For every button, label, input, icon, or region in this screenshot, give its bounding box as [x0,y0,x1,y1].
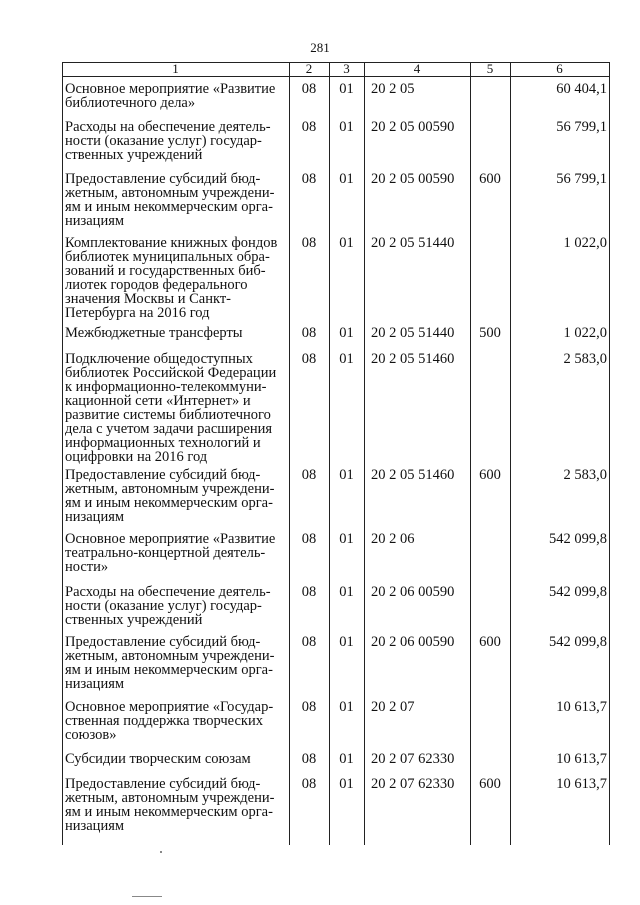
row-name: Комплектование книжных фондов библиотек муниципальных обра- зований и государственных биб- лиотек городов федерального значения Москвы и Санкт- Петербурга на 2016 год [65,235,278,321]
row-section: 08 [301,776,317,792]
row-section: 08 [301,171,317,187]
scan-speck [132,896,162,897]
row-section: 08 [301,235,317,251]
row-section: 08 [301,81,317,97]
row-name: Предоставление субсидий бюд- жетным, автономным учреждени- ям и иным некоммерческим орга- низациям [65,776,275,834]
row-name: Предоставление субсидий бюд- жетным, автономным учреждени- ям и иным некоммерческим орга- низациям [65,171,275,229]
row-subsection: 01 [339,776,354,792]
column-border [364,63,365,845]
row-section: 08 [301,531,317,547]
row-subsection: 01 [339,634,354,650]
row-section: 08 [301,584,317,600]
row-amount: 10 613,7 [556,751,607,767]
page-number: 281 [310,40,330,55]
row-target-article: 20 2 06 00590 [371,634,455,650]
row-section: 08 [301,751,317,767]
row-subsection: 01 [339,584,354,600]
row-name: Основное мероприятие «Развитие библиотечного дела» [65,81,276,111]
row-expense-type: 600 [479,171,501,187]
row-amount: 542 099,8 [549,531,607,547]
row-subsection: 01 [339,531,354,547]
row-target-article: 20 2 07 62330 [371,776,455,792]
row-amount: 10 613,7 [556,699,607,715]
row-expense-type: 500 [479,325,501,341]
row-target-article: 20 2 05 00590 [371,119,455,135]
row-name: Основное мероприятие «Государ- ственная поддержка творческих союзов» [65,699,274,743]
column-border [62,63,63,845]
header-col-5: 5 [486,61,494,76]
row-section: 08 [301,119,317,135]
row-section: 08 [301,699,317,715]
column-border [609,63,610,845]
row-subsection: 01 [339,699,354,715]
row-target-article: 20 2 05 00590 [371,171,455,187]
row-name: Предоставление субсидий бюд- жетным, автономным учреждени- ям и иным некоммерческим орга- низациям [65,634,275,692]
row-expense-type: 600 [479,467,501,483]
row-subsection: 01 [339,81,354,97]
row-subsection: 01 [339,351,354,367]
row-name: Межбюджетные трансферты [65,325,243,341]
header-bottom-border [62,76,610,77]
row-subsection: 01 [339,171,354,187]
row-target-article: 20 2 07 [371,699,415,715]
row-subsection: 01 [339,235,354,251]
header-col-4: 4 [413,61,421,76]
row-section: 08 [301,351,317,367]
row-subsection: 01 [339,119,354,135]
row-amount: 2 583,0 [563,351,607,367]
row-target-article: 20 2 06 [371,531,415,547]
row-expense-type: 600 [479,776,501,792]
row-target-article: 20 2 05 [371,81,415,97]
row-target-article: 20 2 05 51440 [371,235,455,251]
row-target-article: 20 2 05 51460 [371,351,455,367]
row-target-article: 20 2 07 62330 [371,751,455,767]
row-amount: 542 099,8 [549,634,607,650]
header-col-3: 3 [343,61,350,76]
row-amount: 1 022,0 [563,325,607,341]
row-name: Основное мероприятие «Развитие театрально-концертной деятель- ности» [65,531,276,575]
row-target-article: 20 2 06 00590 [371,584,455,600]
row-expense-type: 600 [479,634,501,650]
header-col-6: 6 [556,61,563,76]
scan-speck [160,851,162,853]
row-subsection: 01 [339,751,354,767]
row-section: 08 [301,325,317,341]
row-amount: 10 613,7 [556,776,607,792]
row-name: Предоставление субсидий бюд- жетным, автономным учреждени- ям и иным некоммерческим орга- низациям [65,467,275,525]
row-amount: 542 099,8 [549,584,607,600]
row-subsection: 01 [339,467,354,483]
row-name: Расходы на обеспечение деятель- ности (оказание услуг) государ- ственных учреждений [65,584,271,628]
header-col-1: 1 [172,61,179,76]
row-amount: 56 799,1 [556,171,607,187]
header-col-2: 2 [305,61,313,76]
row-subsection: 01 [339,325,354,341]
row-section: 08 [301,467,317,483]
row-amount: 2 583,0 [563,467,607,483]
row-target-article: 20 2 05 51440 [371,325,455,341]
row-name: Субсидии творческим союзам [65,751,251,767]
row-amount: 1 022,0 [563,235,607,251]
row-name: Расходы на обеспечение деятель- ности (оказание услуг) государ- ственных учреждений [65,119,271,163]
row-name: Подключение общедоступных библиотек Российской Федерации к информационно-телекоммуни- кационной сети «Интернет» и развитие системы библиотечного дела с учетом задачи расширения информационных технологий и оцифровки на 2016 год [65,351,277,465]
row-section: 08 [301,634,317,650]
column-border [510,63,511,845]
row-target-article: 20 2 05 51460 [371,467,455,483]
row-amount: 60 404,1 [556,81,607,97]
row-amount: 56 799,1 [556,119,607,135]
